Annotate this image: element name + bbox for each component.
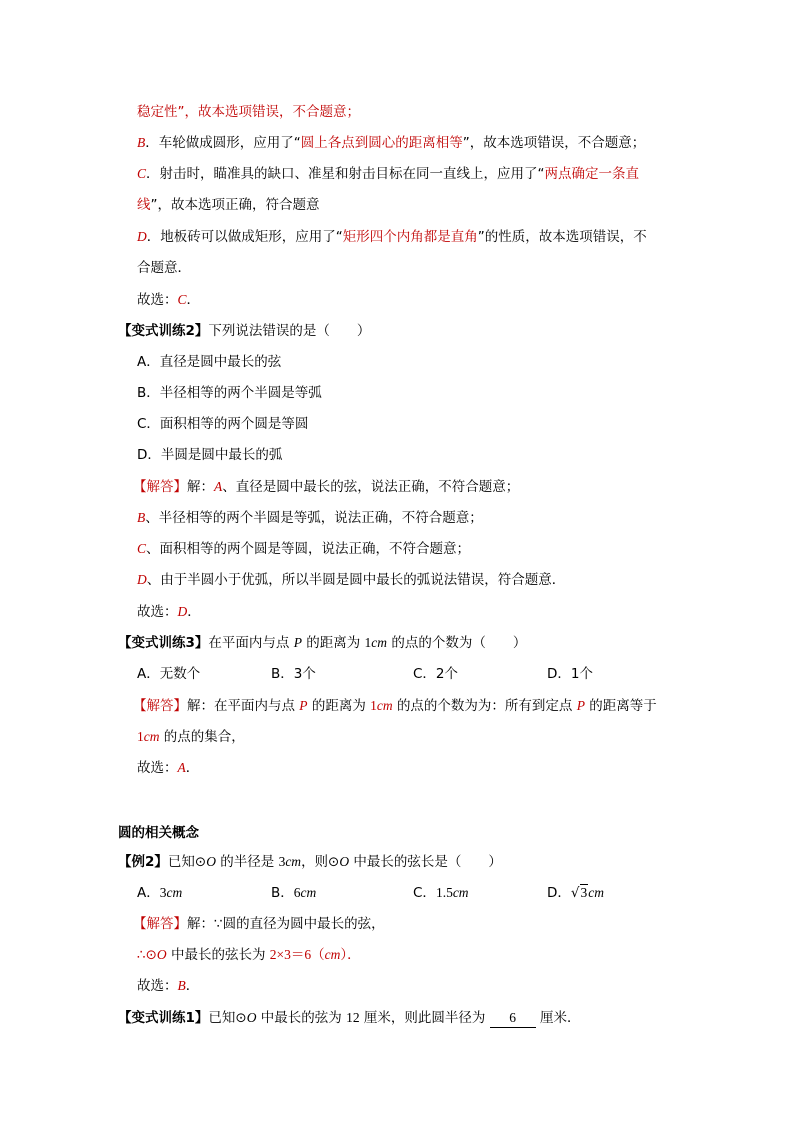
radicand: 3 [580,885,588,900]
text-run: ”，故本选项错误，不合题意； [462,135,646,151]
text-run: ”，故本选项正确，符合题意 [150,197,320,213]
text-run: 的点的集合， [163,729,245,745]
text-run: 中最长的弦长是（ ） [353,854,502,870]
text-run: 解：∵圆的直径为圆中最长的弦， [187,916,385,932]
prev-answer-line-1 [137,102,360,122]
math-num: 12 [346,1010,360,1025]
option-label: B． [271,885,294,901]
text-run: ）． [340,947,361,963]
text-run: ．射击时，瞄准具的缺口、准星和射击目标在同一直线上，应用了“ [146,166,545,182]
option-letter: B [137,135,146,150]
option-d: D．半圆是圆中最长的弧 [137,447,283,463]
prev-answer-line-6 [137,258,191,278]
math-num: 6 [293,885,301,900]
text-run: ”的性质，故本选项错误，不 [477,229,647,245]
option-letter: B [137,510,146,525]
text-run: 中最长的弦长为 [170,947,266,963]
answer-line-2 [137,945,361,965]
text-run: 中最长的弦为 [260,1010,342,1026]
answer-line-2 [137,508,483,528]
option-letter: D [137,572,147,587]
answer-choice [137,758,199,778]
text-run: ． [187,604,201,620]
text-run: 厘米． [539,1010,581,1026]
option-label: D． [547,885,571,901]
math-num: 3 [159,885,167,900]
math-num: 1 [370,698,377,713]
answer-choice [137,602,201,622]
math-var: P [299,698,308,713]
answer-letter: A [177,760,186,775]
text-run: 线 [137,197,151,213]
prev-answer-line-5 [137,227,647,247]
text-run: 圆上各点到圆心的距离相等 [300,135,463,151]
text-run: 故选： [137,604,178,620]
option-c [413,883,469,903]
option-label: A． [137,885,160,901]
text-run: 故选： [137,978,178,994]
answer-letter: C [177,292,187,307]
text-run: 、直径是圆中最长的弦，说法正确，不符合题意； [222,479,520,495]
option-a [137,883,182,903]
question-tag: 【变式训练3】 [118,635,209,651]
option-d [547,883,604,903]
text-run: 厘米，则此圆半径为 [363,1010,486,1026]
answer-line-1 [133,914,385,934]
answer-line-1 [133,477,519,497]
math-num: 1 [364,635,372,650]
question-tag: 【变式训练2】 [118,323,209,339]
text-run: ． [185,978,200,994]
option-b: B．半径相等的两个半圆是等弧 [137,385,322,401]
math-var: O [156,947,167,962]
math-unit: cm [452,885,469,900]
text-run: 解： [187,479,214,495]
answer-blank: 6 [490,1009,536,1028]
answer-line-3 [137,539,470,559]
text-run: ． [185,760,200,776]
question-tag: 【变式训练1】 [118,1010,209,1026]
question-tag: 【例2】 [118,854,168,870]
text-run: ． [186,292,201,308]
example-title [118,852,502,872]
math-var: P [576,698,585,713]
text-run: 故选： [137,760,178,776]
prev-answer-line-4 [137,195,320,215]
math-expr: 2×3＝6（ [269,947,325,962]
option-letter: A [214,479,223,494]
answer-choice [137,976,199,996]
option-letter: D [137,229,147,244]
answer-line-2 [137,727,245,747]
option-a: A．无数个 [137,666,201,682]
question-title [118,633,526,653]
math-unit: cm [143,729,160,744]
text-run: ，则⊙ [301,854,340,870]
option-letter: C [137,541,147,556]
text-run: 合题意． [137,260,191,276]
text-run: 两点确定一条直 [544,166,640,182]
math-unit: cm [371,635,388,650]
answer-tag: 【解答】 [133,698,187,714]
math-unit: cm [376,698,393,713]
answer-letter: D [177,604,188,619]
math-unit: cm [588,885,605,900]
math-num: 1.5 [435,885,453,900]
sqrt-sign: √ [570,885,580,901]
answer-tag: 【解答】 [133,916,187,932]
text-run: ．车轮做成圆形，应用了“ [145,135,301,151]
text-run: 的点的个数为为：所有到定点 [396,698,573,714]
math-unit: cm [285,854,302,869]
text-run: 在平面内与点 [208,635,290,651]
question-title [118,321,370,341]
math-unit: cm [300,885,317,900]
text-run: 稳定性”，故本选项错误，不合题意； [137,104,360,120]
option-d: D．1个 [547,666,593,682]
question-title [118,1008,580,1028]
prev-answer-line-3 [137,164,639,184]
text-run: 解：在平面内与点 [187,698,295,714]
option-b: B．3个 [271,666,316,682]
math-var: O [339,854,350,869]
text-run: 已知⊙ [167,854,207,870]
section-heading: 圆的相关概念 [118,825,199,841]
option-a: A．直径是圆中最长的弦 [137,354,282,370]
text-run: 矩形四个内角都是直角 [342,229,478,245]
answer-tag: 【解答】 [133,479,187,495]
math-var: O [206,854,216,869]
math-num: 1 [137,729,144,744]
math-unit: cm [166,885,183,900]
option-letter: C [137,166,147,181]
text-run: 的点的个数为（ ） [391,635,527,651]
answer-letter: B [177,978,186,993]
prev-answer-line-2 [137,133,645,153]
math-unit: cm [324,947,341,962]
option-label: C． [413,885,436,901]
text-run: 、由于半圆小于优弧，所以半圆是圆中最长的弧说法错误，符合题意． [146,572,566,588]
text-run: 的距离为 [311,698,366,714]
math-var: P [293,635,302,650]
text-run: 、面积相等的两个圆是等圆，说法正确，不符合题意； [146,541,471,557]
option-c: C．2个 [413,666,459,682]
text-run: ∴⊙ [137,947,157,963]
text-run: 的半径是 [220,854,275,870]
answer-line-4 [137,570,565,590]
answer-line-1 [133,696,657,716]
option-c: C．面积相等的两个圆是等圆 [137,416,309,432]
text-run: ．地板砖可以做成矩形，应用了“ [146,229,343,245]
text-run: 故选： [137,292,178,308]
text-run: 已知⊙ [208,1010,247,1026]
text-run: 的距离等于 [589,698,657,714]
text-run: 、半径相等的两个半圆是等弧，说法正确，不符合题意； [145,510,483,526]
prev-answer-choice [137,290,200,310]
question-text: 下列说法错误的是（ ） [208,323,371,339]
option-b [271,883,316,903]
text-run: 的距离为 [306,635,361,651]
math-var: O [246,1010,257,1025]
math-num: 3 [278,854,286,869]
